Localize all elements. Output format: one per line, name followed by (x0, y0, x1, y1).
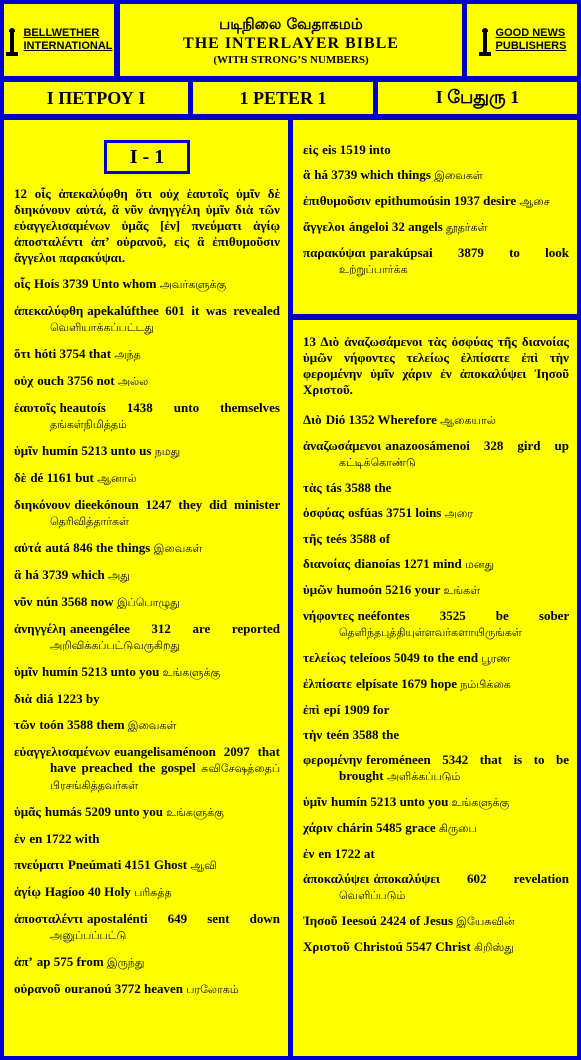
gloss-text: tás 3588 the (325, 480, 392, 495)
word-entry (14, 346, 280, 363)
tamil-gloss: அனுப்பப்பட்டு (50, 929, 127, 942)
page-title: THE INTERLAYER BIBLE (183, 34, 399, 52)
word-entry (303, 820, 569, 837)
book-tamil: I பேதுரு 1 (378, 82, 577, 114)
word-entry (14, 303, 280, 336)
greek-word: ἐπὶ (303, 702, 320, 717)
greek-word: τῆς (303, 531, 322, 546)
word-entry (14, 954, 280, 971)
good-news-logo (467, 4, 577, 76)
tamil-gloss: இவைகள் (153, 542, 203, 555)
tamil-gloss: உங்களுக்கு (166, 806, 224, 819)
greek-word: οὐρανοῦ (14, 981, 61, 996)
word-entry (14, 857, 280, 874)
gloss-text: Hagíoo 40 Holy (44, 884, 131, 899)
title-block (120, 4, 462, 76)
left-word-list (14, 276, 280, 998)
tamil-gloss: கட்டிக்கொண்டு (339, 456, 416, 469)
tamil-gloss: இருந்து (106, 956, 145, 969)
greek-word: τελείως (303, 650, 346, 665)
greek-word: ὑμῖν (303, 794, 327, 809)
word-entry (303, 794, 569, 811)
greek-word: αὐτά (14, 540, 42, 555)
greek-word: πνεύματι (14, 857, 64, 872)
gloss-text: neéfontes 3525 be sober (357, 608, 569, 623)
gloss-text: heautoís 1438 unto themselves (59, 400, 280, 415)
word-entry (303, 193, 569, 210)
word-entry (14, 400, 280, 433)
word-entry (14, 691, 280, 707)
tamil-gloss: இப்பொழுது (116, 596, 180, 609)
gloss-text: nún 3568 now (36, 594, 114, 609)
page-subtitle: (WITH STRONG’S NUMBERS) (213, 53, 369, 66)
greek-word: δὲ (14, 470, 27, 485)
right-bottom-word-list (303, 412, 569, 956)
tamil-gloss: பரலோகம் (186, 983, 239, 996)
tamil-gloss: கிறிஸ்து (473, 941, 514, 954)
gloss-text: teleíoos 5049 to the end (349, 650, 479, 665)
word-entry (303, 608, 569, 641)
word-entry (303, 871, 569, 904)
tamil-gloss: மனது (465, 558, 495, 571)
greek-word: ἀνηγγέλη (14, 621, 66, 636)
right-top-word-list (303, 142, 569, 278)
gloss-text: euangelisaménoon 2097 that have preached the gospel (50, 744, 280, 775)
tamil-gloss: பரிசுத்த (134, 886, 172, 899)
left-logo-line1: BELLWETHER (23, 27, 100, 39)
gloss-text: diá 1223 by (36, 691, 100, 706)
word-entry (14, 911, 280, 944)
tamil-gloss: இவைகள் (127, 719, 177, 732)
tamil-gloss: வெளிப்படும் (339, 889, 406, 902)
book-english: 1 PETER 1 (193, 82, 373, 114)
gloss-text: parakúpsai 3879 to look (369, 245, 569, 260)
word-entry (14, 276, 280, 293)
word-entry (14, 594, 280, 611)
greek-word: ἁγίῳ (14, 884, 41, 899)
greek-word: ἐν (14, 831, 26, 846)
greek-word: ἐλπίσατε (303, 676, 352, 691)
greek-word: ὑμῶν (303, 582, 333, 597)
tamil-gloss: உங்களுக்கு (451, 796, 510, 809)
right-top-column (293, 120, 577, 314)
greek-word: διηκόνουν (14, 497, 71, 512)
gloss-text: ouranoú 3772 heaven (64, 981, 183, 996)
greek-word: ὑμᾶς (14, 804, 41, 819)
word-entry (14, 744, 280, 794)
tower-icon (5, 24, 19, 56)
tamil-gloss: அது (107, 569, 130, 582)
gloss-text: humín 5213 unto you (330, 794, 449, 809)
greek-word: τῶν (14, 717, 36, 732)
word-entry (303, 676, 569, 693)
greek-word: ἐπιθυμοῦσιν (303, 193, 371, 208)
tamil-gloss: அறிவிக்கப்பட்டுவருகிறது (50, 639, 180, 652)
tamil-gloss: அந்த (114, 348, 141, 361)
greek-word: Χριστοῦ (303, 939, 350, 954)
word-entry (14, 443, 280, 460)
greek-word: ὑμῖν (14, 664, 38, 679)
word-entry (303, 412, 569, 429)
gloss-text: Dió 1352 Wherefore (325, 412, 437, 427)
left-column (4, 120, 288, 1056)
word-entry (14, 884, 280, 901)
greek-word: παρακύψαι (303, 245, 366, 260)
gloss-text: osfúas 3751 loins (348, 505, 442, 520)
greek-word: ἐν (303, 846, 315, 861)
greek-word: οἷς (14, 276, 31, 291)
tamil-gloss: தெளிந்தபுத்தியுள்ளவர்களாயிருங்கள் (339, 626, 522, 639)
gloss-text: ángeloi 32 angels (348, 219, 443, 234)
greek-word: διανοίας (303, 556, 351, 571)
gloss-text: humín 5213 unto us (41, 443, 152, 458)
greek-word: ἀποσταλέντι (14, 911, 83, 926)
word-entry (14, 540, 280, 557)
gloss-text: teén 3588 the (326, 727, 400, 742)
greek-word: χάριν (303, 820, 333, 835)
gloss-text: epí 1909 for (323, 702, 390, 717)
gloss-text: ap 575 from (36, 954, 104, 969)
greek-word: οὐχ (14, 373, 34, 388)
word-entry (303, 142, 569, 158)
gloss-text: anazoosámenoi 328 gird up (385, 438, 569, 453)
gloss-text: apostalénti 649 sent down (86, 911, 280, 926)
left-logo-line2: INTERNATIONAL (23, 40, 113, 52)
tamil-gloss: ஆவி (190, 859, 217, 872)
word-entry (14, 621, 280, 654)
tamil-gloss: கிருபை (438, 822, 477, 835)
tamil-gloss: இயேசுவின் (456, 915, 515, 928)
gloss-text: apekalúfthee 601 it was revealed (87, 303, 280, 318)
bellwether-logo (4, 4, 114, 76)
gloss-text: aneengélee 312 are reported (69, 621, 280, 636)
word-entry (303, 219, 569, 236)
right-logo-line2: PUBLISHERS (495, 40, 567, 52)
tamil-gloss: பூரண (481, 652, 511, 665)
gloss-text: dé 1161 but (30, 470, 94, 485)
word-entry (14, 664, 280, 681)
greek-word: εὐαγγελισαμένων (14, 744, 111, 759)
word-entry (303, 582, 569, 599)
greek-word: ἀπ’ (14, 954, 33, 969)
word-entry (303, 752, 569, 785)
greek-word: ἀποκαλύψει (303, 871, 370, 886)
gloss-text: Pneúmati 4151 Ghost (67, 857, 188, 872)
gloss-text: Hoís 3739 Unto whom (34, 276, 157, 291)
word-entry (303, 913, 569, 930)
word-entry (14, 497, 280, 530)
tamil-gloss: அரை (444, 507, 473, 520)
word-entry (303, 167, 569, 184)
word-entry (303, 846, 569, 862)
greek-word: ἀπεκαλύφθη (14, 303, 84, 318)
greek-word: τὴν (303, 727, 323, 742)
right-logo-line1: GOOD NEWS (495, 27, 566, 39)
greek-word: ἀναζωσάμενοι (303, 438, 382, 453)
tamil-gloss: தங்கள்நிமித்தம் (50, 418, 127, 431)
verse-label: I - 1 (104, 140, 190, 174)
book-greek: Ι ΠΕΤΡΟΥ Ι (4, 82, 188, 114)
tamil-gloss: ஆகையால் (440, 414, 496, 427)
gloss-text: elpísate 1679 hope (355, 676, 458, 691)
word-entry (303, 727, 569, 743)
verse-12-greek: 12 οἷς ἀπεκαλύφθη ὅτι οὐχ ἑαυτοῖς ὑμῖν δὲ διηκόνουν αὐτά, ἃ νῦν ἀνηγγέλη ὑμῖν διὰ τῶν εὐαγγελισαμένων ὑμᾶς [ἐν] πνεύματι ἁγίῳ ἀποσταλέντι ἀπ’ οὐρανοῦ, εἰς ἃ ἐπιθυμοῦσιν ἄγγελοι παρακύψαι. (14, 186, 280, 265)
gloss-text: há 3739 which (25, 567, 105, 582)
greek-word: φερομένην (303, 752, 363, 767)
gloss-text: dianoías 1271 mind (354, 556, 462, 571)
greek-word: νήφοντες (303, 608, 354, 623)
tamil-gloss: இவைகள் (434, 169, 483, 182)
tamil-gloss: நம்பிக்கை (460, 678, 511, 691)
word-entry (303, 531, 569, 547)
greek-word: ὑμῖν (14, 443, 38, 458)
tamil-gloss: உங்கள் (443, 584, 481, 597)
greek-word: εἰς (303, 142, 319, 157)
gloss-text: toón 3588 them (39, 717, 125, 732)
gloss-text: humoón 5216 your (336, 582, 441, 597)
tamil-gloss: வெளியாக்கப்பட்டது (50, 321, 154, 334)
gloss-text: en 1722 with (29, 831, 100, 846)
word-entry (14, 373, 280, 390)
word-entry (303, 939, 569, 956)
gloss-text: hóti 3754 that (34, 346, 112, 361)
gloss-text: eis 1519 into (322, 142, 391, 157)
word-entry (303, 702, 569, 718)
greek-word: ὅτι (14, 346, 31, 361)
tamil-gloss: உங்களுக்கு (162, 666, 221, 679)
word-entry (14, 981, 280, 998)
gloss-text: há 3739 which things (314, 167, 431, 182)
tamil-gloss: தெரிவித்தார்கள் (50, 515, 129, 528)
greek-word: Διὸ (303, 412, 322, 427)
greek-word: τὰς (303, 480, 322, 495)
tamil-gloss: உற்றுப்பார்க்க (339, 263, 408, 276)
gloss-text: ouch 3756 not (37, 373, 115, 388)
title-tamil: படிநிலை வேதாகமம் (219, 14, 363, 33)
right-bottom-column (293, 320, 577, 1056)
greek-word: νῦν (14, 594, 33, 609)
gloss-text: teés 3588 of (325, 531, 391, 546)
tamil-gloss: அல்ல (117, 375, 149, 388)
word-entry (14, 470, 280, 487)
greek-word: διὰ (14, 691, 33, 706)
tamil-gloss: சுவிசேஷத்தைப் பிரசங்கித்தவர்கள் (50, 762, 280, 792)
greek-word: ὀσφύας (303, 505, 345, 520)
gloss-text: feroméneen 5342 that is to be brought (339, 752, 569, 783)
word-entry (14, 717, 280, 734)
word-entry (303, 505, 569, 522)
tamil-gloss: அளிக்கப்படும் (386, 770, 461, 783)
gloss-text: humín 5213 unto you (41, 664, 160, 679)
word-entry (303, 438, 569, 471)
greek-word: ἃ (303, 167, 311, 182)
gloss-text: autá 846 the things (45, 540, 151, 555)
word-entry (14, 804, 280, 821)
tamil-gloss: அவர்களுக்கு (159, 278, 227, 291)
gloss-text: chárin 5485 grace (336, 820, 436, 835)
gloss-text: Ieesoú 2424 of Jesus (341, 913, 454, 928)
tower-icon (478, 24, 492, 56)
gloss-text: Christoú 5547 Christ (353, 939, 471, 954)
tamil-gloss: தூதர்கள் (446, 221, 488, 234)
tamil-gloss: ஆனால் (97, 472, 137, 485)
word-entry (303, 480, 569, 496)
greek-word: ἑαυτοῖς (14, 400, 56, 415)
word-entry (303, 556, 569, 573)
gloss-text: ἀποκαλύψει 602 revelation (373, 871, 569, 886)
word-entry (14, 567, 280, 584)
tamil-gloss: நமது (154, 445, 181, 458)
word-entry (303, 650, 569, 667)
gloss-text: en 1722 at (318, 846, 375, 861)
greek-word: ἄγγελοι (303, 219, 345, 234)
word-entry (303, 245, 569, 278)
greek-word: Ἰησοῦ (303, 913, 338, 928)
word-entry (14, 831, 280, 847)
greek-word: ἃ (14, 567, 22, 582)
gloss-text: dieekónoun 1247 they did minister (74, 497, 280, 512)
verse-13-greek: 13 Διὸ ἀναζωσάμενοι τὰς ὀσφύας τῆς διανοίας ὑμῶν νήφοντες τελείως ἐλπίσατε ἐπὶ τὴν φερομένην ὑμῖν χάριν ἐν ἀποκαλύψει Ἰησοῦ Χριστοῦ. (303, 334, 569, 397)
gloss-text: humás 5209 unto you (44, 804, 163, 819)
tamil-gloss: ஆசை (519, 195, 550, 208)
gloss-text: epithumoúsin 1937 desire (374, 193, 517, 208)
